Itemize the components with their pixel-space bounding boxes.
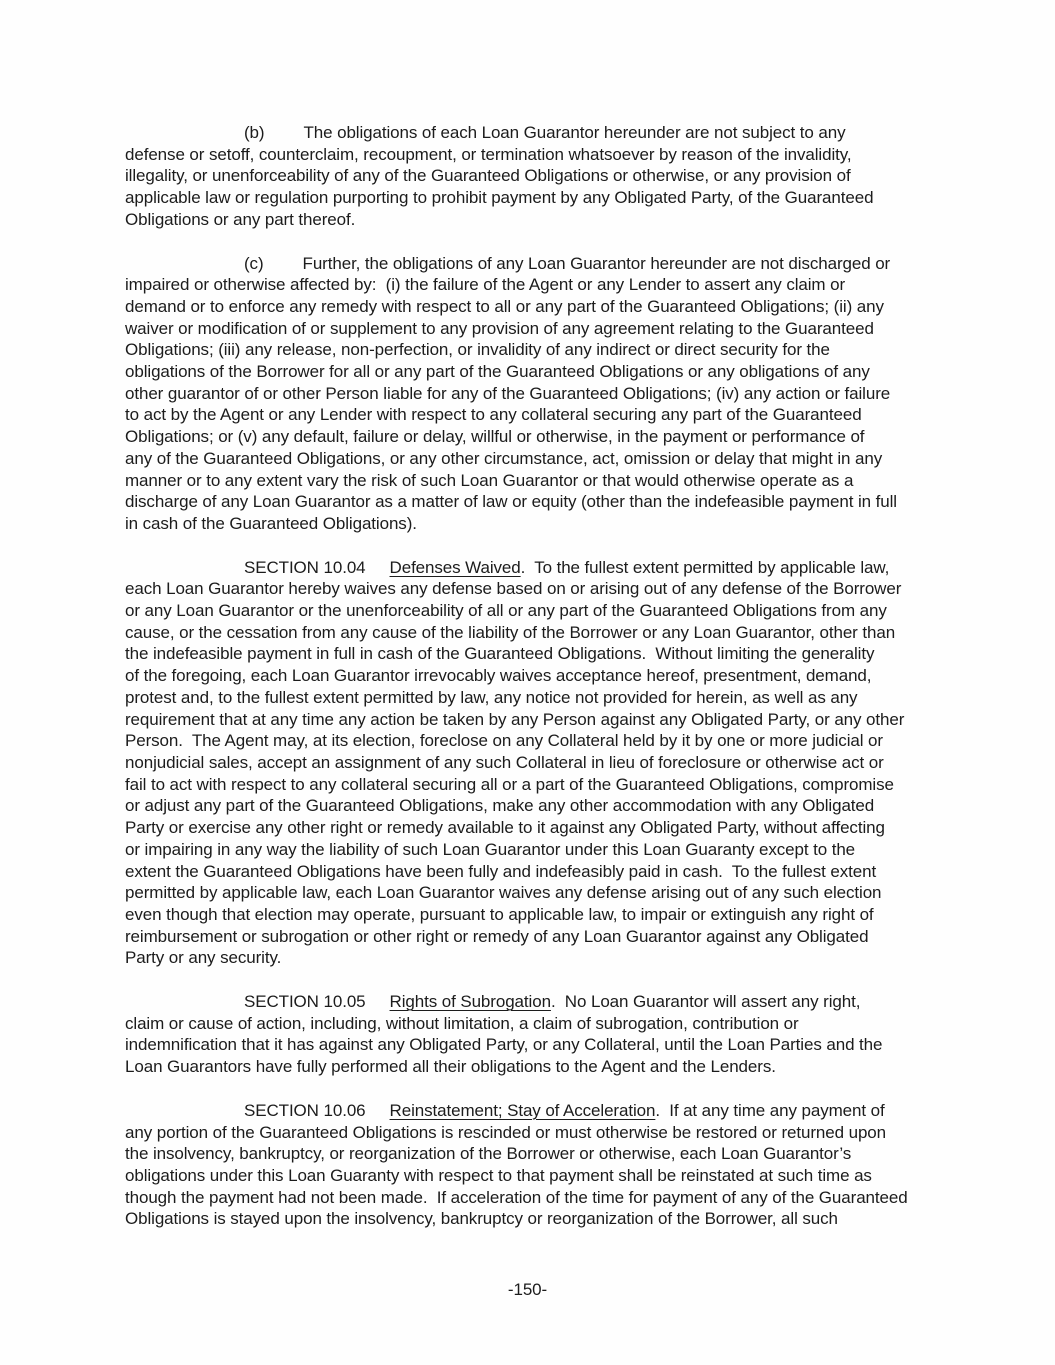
text-line: Person. The Agent may, at its election, foreclose on any Collateral held by it by one or more judicial or — [125, 731, 883, 751]
text-line: though the payment had not been made. If acceleration of the time for payment of any of the Guaranteed — [125, 1187, 908, 1207]
text-line: or impairing in any way the liability of such Loan Guarantor under this Loan Guaranty except to the — [125, 839, 856, 859]
text-line: fail to act with respect to any collateral securing all or a part of the Guaranteed Obligations, compromise — [125, 774, 894, 794]
text-line: defense or setoff, counterclaim, recoupment, or termination whatsoever by reason of the invalidity, — [125, 144, 852, 164]
document-body — [125, 122, 935, 1230]
text-line: discharge of any Loan Guarantor as a matter of law or equity (other than the indefeasible payment in full — [125, 492, 897, 512]
paragraph-first-line — [125, 991, 935, 1013]
paragraph-text: The obligations of each Loan Guarantor hereunder are not subject to any — [303, 123, 846, 142]
section-title: Defenses Waived — [389, 557, 521, 577]
paragraph-text: Further, the obligations of any Loan Guarantor hereunder are not discharged or — [302, 253, 891, 273]
text-line: to act by the Agent or any Lender with respect to any collateral securing any part of the Guaranteed — [125, 405, 862, 425]
paragraph-first-line — [125, 1100, 935, 1122]
text-line: Party or exercise any other right or remedy available to it against any Obligated Party, without affecting — [125, 818, 885, 838]
text-line: or any Loan Guarantor or the unenforceability of all or any part of the Guaranteed Obligations from any — [125, 601, 887, 621]
page-number: -150- — [507, 1280, 548, 1299]
text-line: any portion of the Guaranteed Obligations is rescinded or must otherwise be restored or returned upon — [125, 1122, 887, 1142]
text-line: Loan Guarantors have fully performed all their obligations to the Agent and the Lenders. — [125, 1057, 776, 1077]
paragraph-text: . If at any time any payment of — [655, 1100, 885, 1120]
text-line: nonjudicial sales, accept an assignment of any such Collateral in lieu of foreclosure or otherwise act or — [125, 752, 884, 772]
text-line: protest and, to the fullest extent permitted by law, any notice not provided for herein, as well as any — [125, 687, 858, 707]
text-line: the insolvency, bankruptcy, or reorganization of the Borrower or otherwise, each Loan Guarantor’s — [125, 1144, 852, 1164]
text-line: Obligations; (iii) any release, non-perfection, or invalidity of any indirect or direct security for the — [125, 340, 830, 360]
paragraph-text: . No Loan Guarantor will assert any right, — [550, 992, 861, 1012]
text-line: each Loan Guarantor hereby waives any defense based on or arising out of any defense of the Borrower — [125, 579, 902, 599]
text-line: waiver or modification of or supplement to any provision of any agreement relating to the Guaranteed — [125, 318, 874, 338]
text-line: Obligations; or (v) any default, failure or delay, willful or otherwise, in the payment or performance of — [125, 427, 865, 447]
paragraph-first-line — [125, 557, 935, 579]
section-label: SECTION 10.04 — [244, 557, 366, 577]
list-label: (b) — [244, 123, 265, 142]
paragraph-b — [125, 122, 935, 231]
text-line: obligations of the Borrower for all or any part of the Guaranteed Obligations or any obligations of any — [125, 362, 870, 382]
text-line: permitted by applicable law, each Loan Guarantor waives any defense arising out of any such election — [125, 883, 882, 903]
section-10-06 — [125, 1100, 935, 1230]
paragraph-first-line — [125, 122, 935, 144]
text-line: other guarantor of or other Person liable for any of the Guaranteed Obligations; (iv) any action or failure — [125, 383, 891, 403]
section-10-05 — [125, 991, 935, 1078]
text-line: applicable law or regulation purporting to prohibit payment by any Obligated Party, of the Guaranteed — [125, 188, 874, 208]
text-line: extent the Guaranteed Obligations have been fully and indefeasibly paid in cash. To the fullest extent — [125, 861, 877, 881]
text-line: even though that election may operate, pursuant to applicable law, to impair or extinguish any right of — [125, 904, 874, 924]
section-label: SECTION 10.05 — [244, 992, 366, 1012]
list-label: (c) — [244, 253, 264, 273]
page-footer — [0, 1279, 1055, 1301]
section-title: Rights of Subrogation — [389, 992, 551, 1012]
text-line: impaired or otherwise affected by: (i) the failure of the Agent or any Lender to assert any claim or — [125, 275, 846, 295]
text-line: manner or to any extent vary the risk of such Loan Guarantor or that would otherwise operate as a — [125, 470, 854, 490]
text-line: requirement that at any time any action be taken by any Person against any Obligated Party, or any other — [125, 709, 905, 729]
section-label: SECTION 10.06 — [244, 1100, 366, 1120]
text-line: Obligations or any part thereof. — [125, 209, 356, 229]
section-10-04 — [125, 557, 935, 969]
text-line: in cash of the Guaranteed Obligations). — [125, 513, 417, 533]
paragraph-text: . To the fullest extent permitted by applicable law, — [520, 557, 890, 577]
text-line: demand or to enforce any remedy with respect to all or any part of the Guaranteed Obligations; (ii) any — [125, 296, 884, 316]
text-line: Obligations is stayed upon the insolvency, bankruptcy or reorganization of the Borrower, all such — [125, 1209, 838, 1229]
paragraph-first-line — [125, 253, 935, 275]
text-line: or adjust any part of the Guaranteed Obligations, make any other accommodation with any Obligated — [125, 796, 875, 816]
text-line: the indefeasible payment in full in cash of the Guaranteed Obligations. Without limiting the generality — [125, 644, 875, 664]
text-line: illegality, or unenforceability of any of the Guaranteed Obligations or otherwise, or any provision of — [125, 166, 851, 186]
text-line: claim or cause of action, including, without limitation, a claim of subrogation, contribution or — [125, 1013, 799, 1033]
text-line: cause, or the cessation from any cause of the liability of the Borrower or any Loan Guarantor, other than — [125, 622, 896, 642]
text-line: reimbursement or subrogation or other right or remedy of any Loan Guarantor against any Obligated — [125, 926, 869, 946]
text-line: Party or any security. — [125, 948, 282, 968]
text-line: obligations under this Loan Guaranty with respect to that payment shall be reinstated at such time as — [125, 1165, 872, 1185]
text-line: any of the Guaranteed Obligations, or any other circumstance, act, omission or delay that might in any — [125, 448, 883, 468]
text-line: indemnification that it has against any Obligated Party, or any Collateral, until the Loan Parties and the — [125, 1035, 883, 1055]
section-title: Reinstatement; Stay of Acceleration — [389, 1100, 656, 1120]
text-line: of the foregoing, each Loan Guarantor irrevocably waives acceptance hereof, presentment, demand, — [125, 666, 872, 686]
paragraph-c — [125, 253, 935, 535]
